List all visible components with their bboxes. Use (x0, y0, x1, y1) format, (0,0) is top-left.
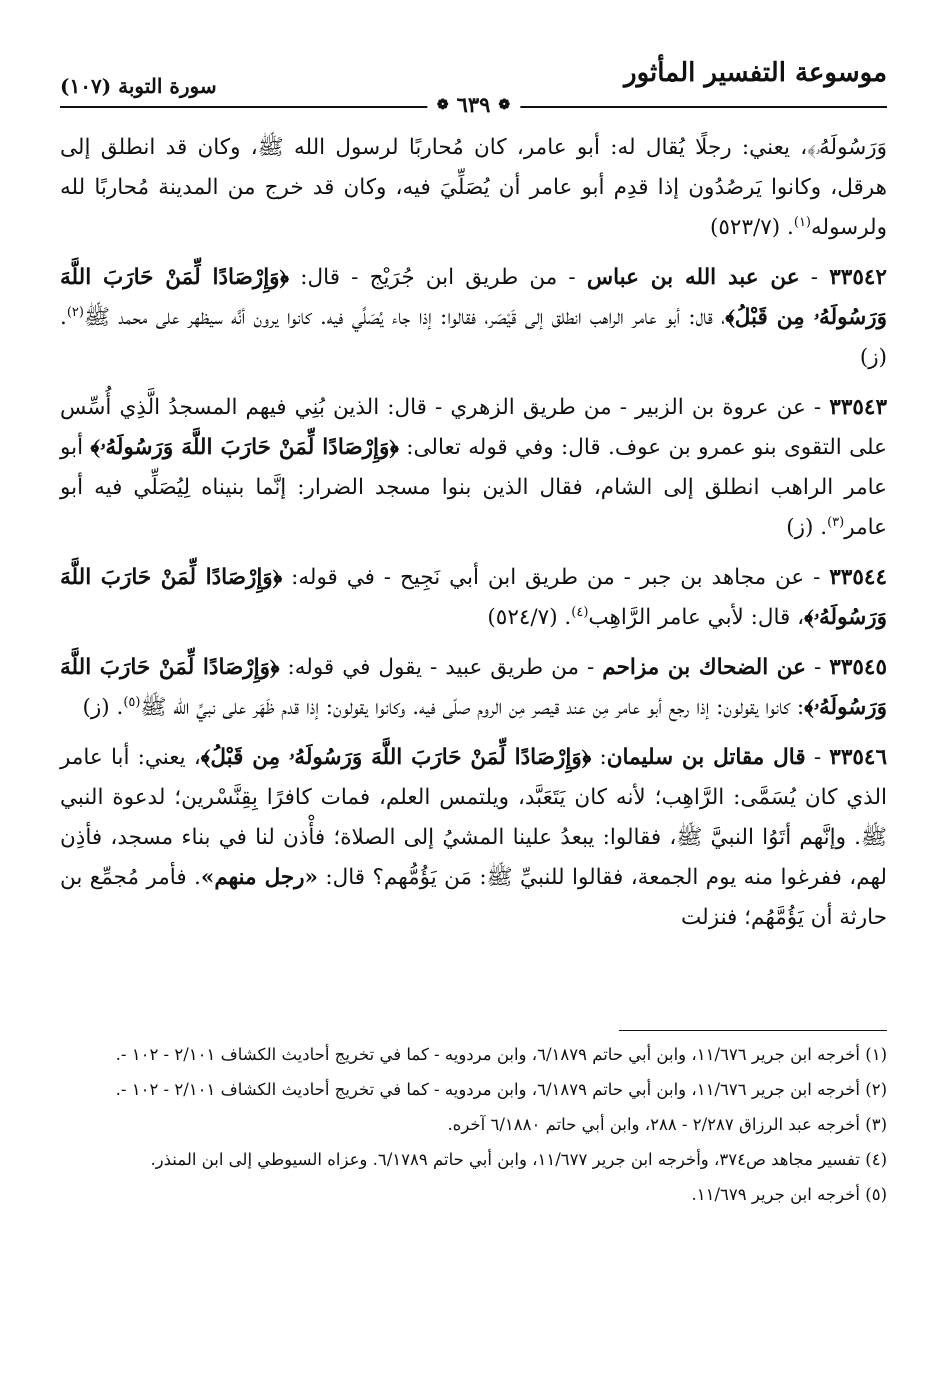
paragraph-text: وَرَسُولَهُۥ﴾، يعني: رجلًا يُقال له: أبو عامر، كان مُحاربًا لرسول الله ﷺ، وكان قد انطلق إلى هرقل، وكانوا يَرصُدُون إذا قدِم أبو عامر أن يُصَلِّيَ فيه، وكان قد خرج من المدينة مُحاربًا لله ولرسوله (60, 135, 887, 240)
narrator-name: عن الضحاك بن مزاحم (602, 655, 807, 680)
surah-label: سورة التوبة (١٠٧) (60, 74, 217, 98)
paragraph-text: أبو عامر الراهب انطلق إلى الشام، فقال الذين بنوا مسجد الضرار: إنَّما بنيناه لِيُصَلِّي فيه أبو عامر (60, 435, 887, 540)
main-text (60, 128, 887, 948)
page-number-box (427, 92, 520, 117)
footnote-rule (619, 1030, 887, 1031)
footnote-ref: (٣) (827, 514, 845, 530)
paragraph-text: : كانوا يقولون: إذا رجع أبو عامر مِن عند قيصر مِن الروم صلّى فيه. وكانوا يقولون: إذا قدم ظَهَر على نبيِّ الله ﷺ (140, 695, 805, 720)
reference-tail: . (٥٢٤/٧) (487, 605, 572, 630)
footnote-ref: (٥) (123, 694, 141, 710)
narrator-name: عن عبد الله بن عباس (586, 265, 800, 290)
reference-tail: . (ز) (82, 695, 124, 720)
paragraph-text: - من طريق عبيد - يقول في قوله: (279, 655, 603, 680)
paragraph-text: - من طريق ابن جُرَيْج - قال: (289, 265, 587, 290)
narration-number: ٣٣٥٤٥ (829, 655, 888, 680)
narration-number: ٣٣٥٤٣ (829, 395, 888, 420)
reference-tail: . (ز) (786, 515, 828, 540)
footnote-4: (٤) تفسير مجاهد ص٣٧٤، وأخرجه ابن جرير ١١/٦٧٧، وابن أبي حاتم ٦/١٧٨٩. وعزاه السيوطي إلى ابن المنذر. (150, 1150, 887, 1169)
footnote-5: (٥) أخرجه ابن جرير ١١/٦٧٩. (691, 1185, 887, 1204)
narration-33542: ٣٣٥٤٢ - عن عبد الله بن عباس - من طريق ابن جُرَيْج - قال: ﴿وَإِرْصَادًا لِّمَنْ حَارَبَ اللَّهَ وَرَسُولَهُۥ مِن قَبْلُ﴾، قال: أبو عامر الراهب انطلق إلى قَيْصَر، فقالوا: إذا جاء يُصَلِّي فيه. كانوا يرون أنَّه سيظهر على محمد ﷺ$^{(٢)}$. (ز) (60, 265, 888, 370)
paragraph-text: عن مجاهد بن جبر - من طريق ابن أبي نَجِيح - في قوله: (282, 565, 805, 590)
footnote-ref: (٢) (66, 304, 84, 320)
narration-number: ٣٣٥٤٦ (829, 745, 888, 770)
page-number: ٦٣٩ (456, 92, 491, 117)
ornament-icon: ❁ (498, 96, 511, 113)
paragraph-text: ، قال: أبو عامر الراهب انطلق إلى قَيْصَر، فقالوا: إذا جاء يُصَلِّي فيه. كانوا يرون أنَّه سيظهر على محمد ﷺ (83, 305, 726, 330)
footnote-ref: (١) (793, 214, 811, 230)
narration-33546: ٣٣٥٤٦ - قال مقاتل بن سليمان: ﴿وَإِرْصَادًا لِّمَنْ حَارَبَ اللَّهَ وَرَسُولَهُۥ مِن قَبْلُ﴾، يعني: أبا عامر الذي كان يُسَمَّى: الرَّاهِب؛ لأنه كان يَتَعَبَّد، ويلتمس العلم، فمات كافرًا بِقِنَّسْرين؛ لدعوة النبي ﷺ. وإنَّهم أتَوُا النبيَّ ﷺ، فقالوا: يبعدُ علينا المشيُ إلى الصلاة؛ فأْذن لنا في بناء مسجد، فأذِن لهم، ففرغوا منه يوم الجمعة، فقالوا للنبيِّ ﷺ: مَن يَؤُمُّهم؟ قال: «رجل منهم». فأمر مُجمِّع بن حارثة أن يَؤُمَّهُم؛ فنزلت (60, 745, 888, 930)
narration-number: ٣٣٥٤٤ (829, 565, 887, 590)
reference-tail: . (٥٢٣/٧) (709, 215, 794, 240)
footnote-2: (٢) أخرجه ابن جرير ١١/٦٧٦، وابن أبي حاتم ٦/١٨٧٩، وابن مردويه - كما في تخريج أحاديث الكشاف ٢/١٠١ - ١٠٢ -. (115, 1080, 887, 1099)
narration-33543: ٣٣٥٤٣ - عن عروة بن الزبير - من طريق الزهري - قال: الذين بُنِي فيهم المسجدُ الَّذِي أُسِّس على التقوى بنو عمرو بن عوف. قال: وفي قوله تعالى: ﴿وَإِرْصَادًا لِّمَنْ حَارَبَ اللَّهَ وَرَسُولَهُۥ﴾ أبو عامر الراهب انطلق إلى الشام، فقال الذين بنوا مسجد الضرار: إنَّما بنيناه لِيُصَلِّي فيه أبو عامر$^{(٣)}$. (ز) (60, 395, 888, 540)
page-header (60, 52, 887, 118)
paragraph-text: : (591, 745, 607, 770)
footnote-1: (١) أخرجه ابن جرير ١١/٦٧٦، وابن أبي حاتم ٦/١٨٧٩، وابن مردويه - كما في تخريج أحاديث الكشاف ٢/١٠١ - ١٠٢ -. (115, 1045, 887, 1064)
quran-quote: ﴿وَإِرْصَادًا لِّمَنْ حَارَبَ اللَّهَ وَرَسُولَهُۥ مِن قَبْلُ﴾ (60, 265, 888, 330)
book-title: موسوعة التفسير المأثور (624, 58, 887, 88)
paragraph-text: ، قال: لأبي عامر الرَّاهِب (588, 605, 805, 630)
hadith-quote: «رجل منهم» (200, 865, 318, 890)
paragraph-text: عن عروة بن الزبير - من طريق الزهري - قال: الذين بُنِي فيهم المسجدُ الَّذِي أُسِّس على التقوى بنو عمرو بن عوف. قال: وفي قوله تعالى: (60, 395, 887, 460)
paragraph-continuation (60, 128, 887, 248)
footnote-3: (٣) أخرجه عبد الرزاق ٢/٢٨٧ - ٢٨٨، وابن أبي حاتم ٦/١٨٨٠ آخره. (447, 1115, 887, 1134)
footnote-ref: (٤) (571, 604, 589, 620)
quran-quote: ﴿وَإِرْصَادًا لِّمَنْ حَارَبَ اللَّهَ وَرَسُولَهُۥ﴾ (60, 565, 887, 630)
footnotes (60, 1040, 887, 1215)
paragraph-text: ، يعني: أبا عامر الذي كان يُسَمَّى: الرَّاهِب؛ لأنه كان يَتَعَبَّد، ويلتمس العلم، فمات كافرًا بِقِنَّسْرين؛ لدعوة النبي ﷺ. وإنَّهم أتَوُا النبيَّ ﷺ، فقالوا: يبعدُ علينا المشيُ إلى الصلاة؛ فأْذن لنا في بناء مسجد، فأذِن لهم، ففرغوا منه يوم الجمعة، فقالوا للنبيِّ ﷺ: مَن يَؤُمُّهم؟ قال: (60, 745, 887, 890)
quran-quote: ﴿وَإِرْصَادًا لِّمَنْ حَارَبَ اللَّهَ وَرَسُولَهُۥ﴾ (90, 435, 399, 460)
narration-33544: ٣٣٥٤٤ - عن مجاهد بن جبر - من طريق ابن أبي نَجِيح - في قوله: ﴿وَإِرْصَادًا لِّمَنْ حَارَبَ اللَّهَ وَرَسُولَهُۥ﴾، قال: لأبي عامر الرَّاهِب$^{(٤)}$. (٥٢٤/٧) (60, 565, 887, 630)
reference-tail: . (ز) (60, 305, 887, 370)
narration-33545: ٣٣٥٤٥ - عن الضحاك بن مزاحم - من طريق عبيد - يقول في قوله: ﴿وَإِرْصَادًا لِّمَنْ حَارَبَ اللَّهَ وَرَسُولَهُۥ﴾: كانوا يقولون: إذا رجع أبو عامر مِن عند قيصر مِن الروم صلّى فيه. وكانوا يقولون: إذا قدم ظَهَر على نبيِّ الله ﷺ$^{(٥)}$. (ز) (60, 655, 888, 720)
quran-quote: ﴿وَإِرْصَادًا لِّمَنْ حَارَبَ اللَّهَ وَرَسُولَهُۥ مِن قَبْلُ﴾ (200, 745, 592, 770)
narrator-name: قال مقاتل بن سليمان (606, 745, 806, 770)
narration-number: ٣٣٥٤٢ (829, 265, 887, 290)
ornament-icon: ❁ (436, 96, 449, 113)
quran-quote: ﴿وَإِرْصَادًا لِّمَنْ حَارَبَ اللَّهَ وَرَسُولَهُۥ﴾ (60, 655, 887, 720)
paragraph-text: . فأمر مُجمِّع بن حارثة أن يَؤُمَّهُم؛ فنزلت (60, 865, 887, 930)
